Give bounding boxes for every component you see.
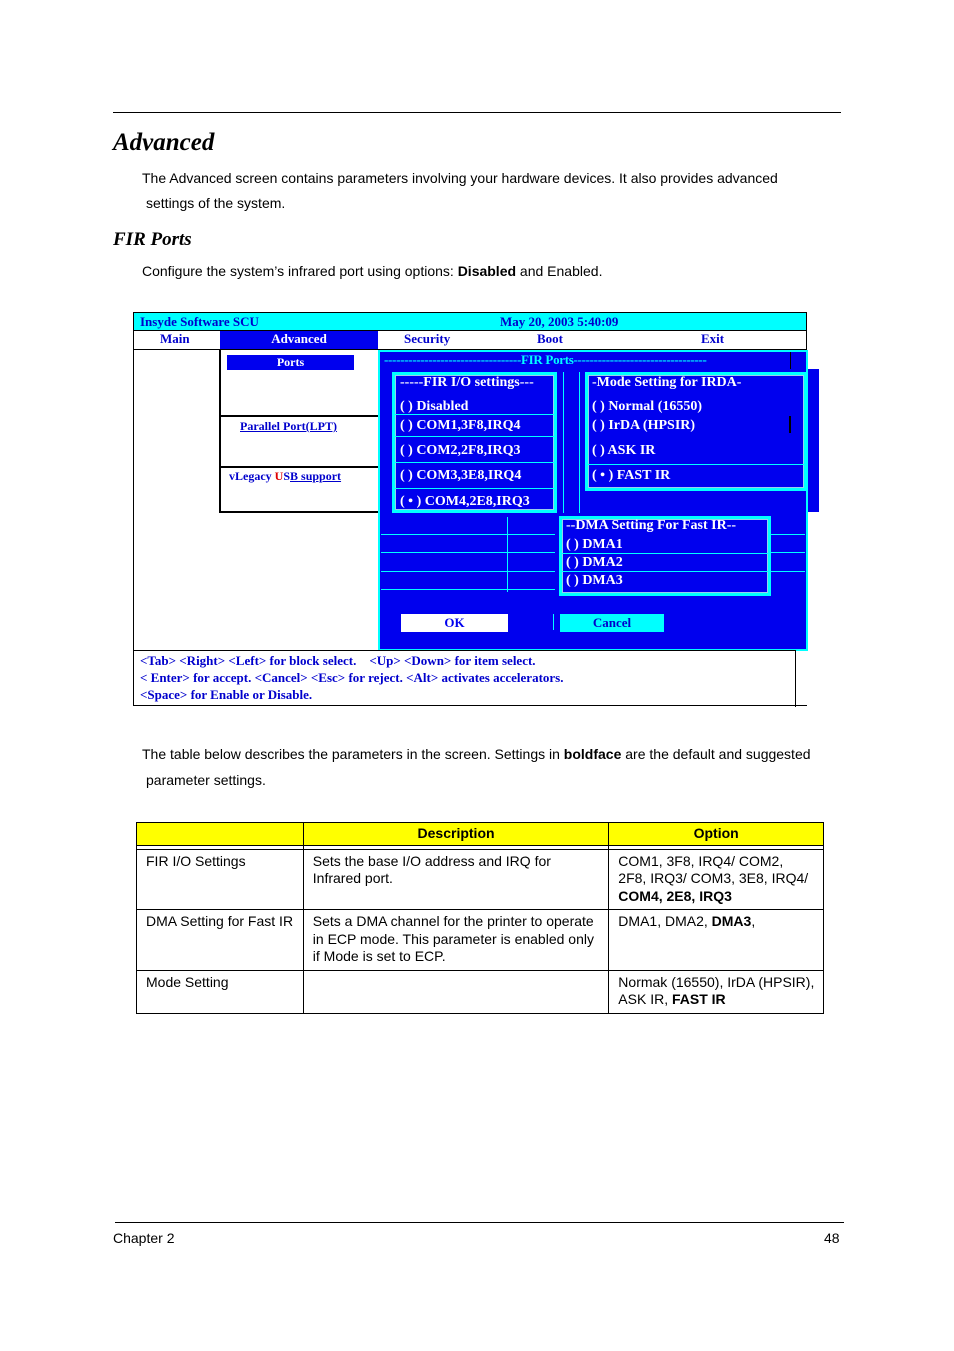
table-header-row — [137, 823, 824, 846]
row-2-option — [609, 910, 824, 971]
menu-exit[interactable]: Exit — [701, 331, 725, 346]
cancel-left-tick — [553, 614, 554, 630]
legacy-b: B — [290, 469, 299, 483]
cancel-button[interactable]: Cancel — [560, 614, 664, 632]
fir-io-line-3 — [395, 462, 555, 463]
legacy-s: S — [283, 469, 291, 483]
table-row — [137, 970, 824, 1013]
vendor-label: Insyde Software SCU — [140, 314, 259, 329]
mode-option-2[interactable]: ( ) IrDA (HPSIR) — [592, 418, 696, 433]
dma-option-1[interactable]: ( ) DMA1 — [566, 537, 623, 552]
table-intro-bold: boldface — [563, 746, 622, 762]
mode-option-4[interactable]: ( • ) FAST IR — [592, 468, 671, 483]
row-1-option-plain: COM1, 3F8, IRQ4/ COM2, 2F8, IRQ3/ COM3, 3E8, IRQ4/ — [618, 852, 809, 886]
dma-line-1 — [562, 553, 768, 554]
mode-option-3[interactable]: ( ) ASK IR — [592, 443, 656, 458]
table-intro — [142, 742, 811, 767]
table-intro-a: The table below describes the parameters in the screen. Settings in — [142, 746, 564, 762]
fir-io-bar — [563, 372, 564, 513]
fir-io-option-2[interactable]: ( ) COM1,3F8,IRQ4 — [400, 418, 521, 433]
lower-line-2 — [381, 552, 555, 553]
table-intro-b: are the default and suggested — [621, 746, 811, 762]
lower-line-7 — [769, 571, 805, 572]
menu-security[interactable]: Security — [404, 331, 451, 346]
configure-text — [142, 259, 602, 284]
row-3-option — [609, 970, 824, 1013]
legacy-c: support — [298, 469, 342, 483]
table-row — [137, 910, 824, 971]
header-description: Description — [303, 823, 609, 846]
row-2-param: DMA Setting for Fast IR — [137, 910, 304, 971]
footer-rule — [115, 1222, 844, 1223]
dma-line-2 — [562, 571, 768, 572]
legacy-check-icon: v — [229, 469, 235, 483]
section-title: Advanced — [113, 129, 215, 156]
row-3-param: Mode Setting — [137, 970, 304, 1013]
fir-io-title: -----FIR I/O settings--- — [400, 375, 534, 390]
datetime-label: May 20, 2003 5:40:09 — [500, 314, 619, 329]
mode-option-1[interactable]: ( ) Normal (16550) — [592, 399, 703, 414]
row-1-param: FIR I/O Settings — [137, 849, 304, 910]
row-2-desc: Sets a DMA channel for the printer to operate in ECP mode. This parameter is enabled only if Mode is set to ECP. — [303, 910, 609, 971]
lower-line-4 — [381, 589, 555, 590]
submenu-legacy-usb[interactable] — [229, 469, 341, 484]
table-row — [137, 849, 824, 910]
configure-text-bold: Disabled — [457, 263, 517, 279]
table-intro-2: parameter settings. — [146, 772, 266, 788]
intro-text-2: settings of the system. — [146, 195, 286, 211]
fir-io-bar-2 — [579, 372, 580, 513]
help-line-1: <Tab> <Right> <Left> for block select. <Up> <Down> for item select. — [140, 653, 536, 668]
bios-frame-right-top — [806, 312, 807, 350]
row-1-option — [609, 849, 824, 910]
submenu-ports[interactable]: Ports — [227, 355, 354, 370]
intro-text: The Advanced screen contains parameters involving your hardware devices. It also provides advanced — [142, 170, 778, 186]
subsection-title: FIR Ports — [113, 229, 192, 250]
fir-io-option-1[interactable]: ( ) Disabled — [400, 399, 469, 414]
lower-vline-1 — [507, 517, 508, 592]
configure-text-b: and Enabled. — [516, 263, 603, 279]
lower-line-5 — [769, 534, 805, 535]
header-parameter — [137, 823, 304, 846]
configure-text-a: Configure the system’s infrared port using options: — [142, 263, 458, 279]
mode-line-1 — [588, 464, 804, 465]
help-line-3: <Space> for Enable or Disable. — [140, 687, 313, 702]
submenu-sep-2 — [219, 466, 378, 468]
parameter-table — [136, 822, 824, 1014]
mode-scroll-tick — [789, 416, 790, 433]
footer-page-number: 48 — [824, 1230, 840, 1246]
bios-screen — [133, 312, 808, 708]
fir-scroll-tick — [790, 352, 791, 369]
header-option: Option — [609, 823, 824, 846]
fir-io-line-1 — [395, 414, 555, 415]
fir-panel-title: ----------------------------------FIR Ports--------------------------------- — [384, 352, 707, 367]
submenu-sep-1 — [219, 415, 378, 417]
ok-button[interactable]: OK — [401, 614, 508, 632]
bios-frame-right — [795, 650, 796, 707]
lower-line-1 — [381, 534, 555, 535]
legacy-a: Legacy — [235, 469, 275, 483]
dma-option-2[interactable]: ( ) DMA2 — [566, 555, 623, 570]
footer-chapter: Chapter 2 — [113, 1230, 175, 1246]
row-3-option-plain: Normak (16550), IrDA (HPSIR), ASK IR, — [618, 973, 815, 1007]
row-2-option-bold: DMA3 — [711, 913, 752, 929]
row-3-option-bold: FAST IR — [671, 991, 726, 1007]
lower-line-3 — [381, 571, 555, 572]
row-2-option-tail: , — [751, 913, 756, 929]
fir-io-line-2 — [395, 436, 555, 437]
menu-main[interactable]: Main — [160, 331, 190, 346]
fir-io-line-4 — [395, 488, 555, 489]
menu-boot[interactable]: Boot — [537, 331, 563, 346]
fir-io-option-5[interactable]: ( • ) COM4,2E8,IRQ3 — [400, 494, 530, 509]
help-top-line — [133, 650, 796, 651]
fir-dialog-shadow — [808, 369, 819, 512]
top-rule — [113, 112, 841, 113]
fir-io-option-3[interactable]: ( ) COM2,2F8,IRQ3 — [400, 443, 521, 458]
menu-advanced[interactable]: Advanced — [220, 331, 378, 349]
mode-title: -Mode Setting for IRDA- — [592, 375, 742, 390]
lower-line-6 — [769, 552, 805, 553]
submenu-parallel[interactable]: Parallel Port(LPT) — [240, 419, 337, 433]
fir-io-option-4[interactable]: ( ) COM3,3E8,IRQ4 — [400, 468, 522, 483]
row-3-desc — [303, 970, 609, 1013]
legacy-u: U — [274, 469, 284, 483]
dma-option-3[interactable]: ( ) DMA3 — [566, 573, 623, 588]
dma-title: --DMA Setting For Fast IR-- — [566, 518, 737, 533]
row-1-desc: Sets the base I/O address and IRQ for Infrared port. — [303, 849, 609, 910]
row-1-option-bold: COM4, 2E8, IRQ3 — [618, 887, 732, 904]
row-2-option-plain: DMA1, DMA2, — [618, 913, 712, 929]
help-line-2: < Enter> for accept. <Cancel> <Esc> for reject. <Alt> activates accelerators. — [140, 670, 564, 685]
